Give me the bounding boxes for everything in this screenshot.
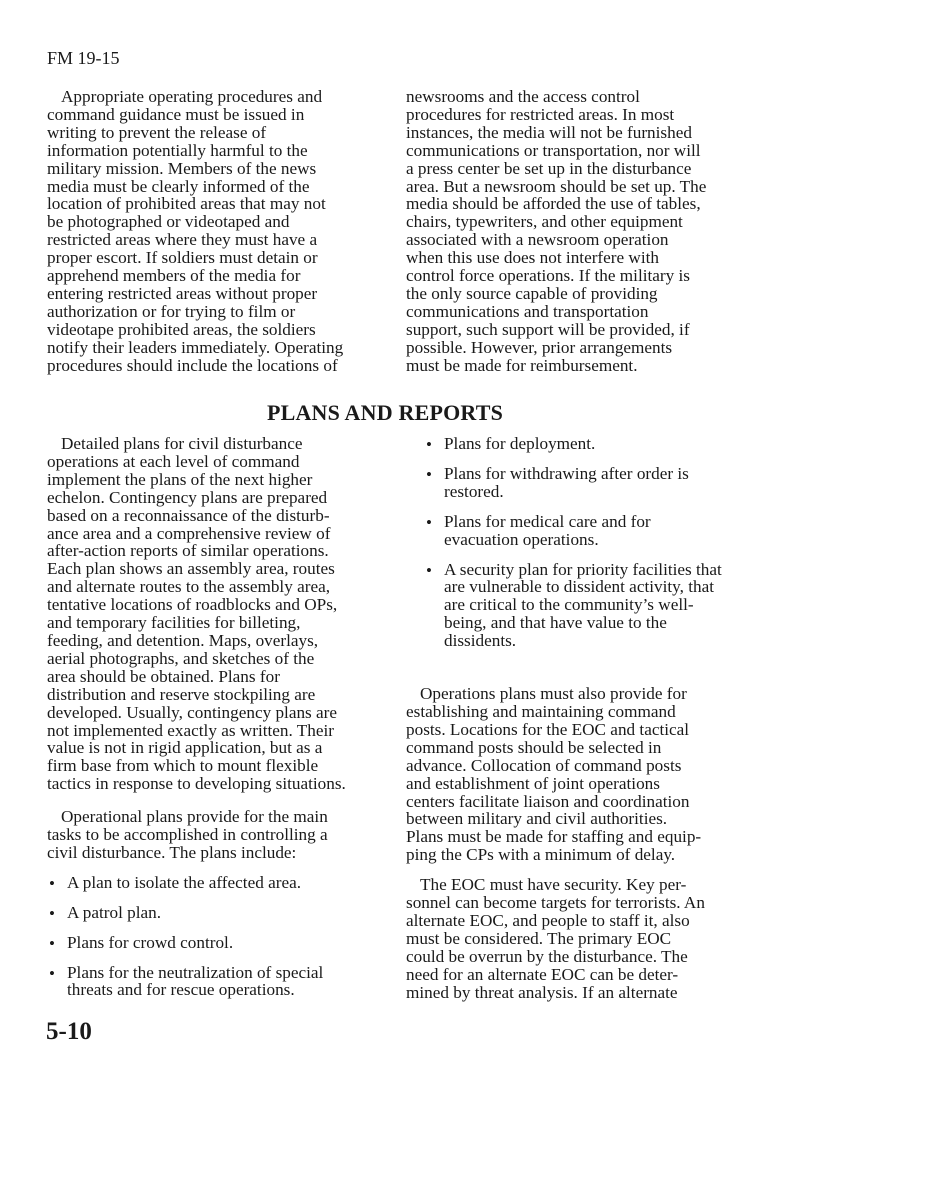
- text-line: a press center be set up in the disturbance: [406, 158, 692, 178]
- list-item: [424, 513, 722, 549]
- list-item: [424, 561, 722, 651]
- text-line: procedures should include the locations of: [47, 355, 338, 375]
- text-line: and alternate routes to the assembly area,: [47, 577, 330, 597]
- text-line: communications or transportation, nor will: [406, 140, 701, 160]
- text-line: • A patrol plan.: [67, 902, 162, 922]
- text-line: centers facilitate liaison and coordination: [406, 791, 690, 811]
- text-line: • Plans for deployment.: [444, 434, 596, 453]
- paragraph-eoc-security: [406, 876, 722, 1001]
- text-line: be photographed or videotaped and: [47, 212, 290, 232]
- text-line: the only source capable of providing: [406, 283, 658, 303]
- text-line: entering restricted areas without proper: [47, 283, 318, 303]
- text-line: chairs, typewriters, and other equipment: [406, 212, 683, 232]
- text-line: • A security plan for priority facilities that: [444, 559, 722, 579]
- text-line: ance area and a comprehensive review of: [47, 523, 331, 543]
- list-item: [47, 934, 346, 952]
- text-line: feeding, and detention. Maps, overlays,: [47, 630, 319, 650]
- plan-list: [47, 874, 346, 1000]
- text-line: associated with a newsroom operation: [406, 230, 669, 250]
- text-line: echelon. Contingency plans are prepared: [47, 487, 328, 507]
- paragraph-newsroom: [406, 88, 706, 375]
- text-line: and establishment of joint operations: [406, 773, 660, 793]
- paragraph-operational-plans: [47, 808, 346, 862]
- text-line: writing to prevent the release of: [47, 122, 267, 142]
- text-line: mined by threat analysis. If an alternate: [406, 982, 678, 1002]
- text-line: • Plans for the neutralization of special: [67, 962, 324, 982]
- section-heading: PLANS AND REPORTS: [266, 400, 504, 425]
- text-line: tentative locations of roadblocks and OPs,: [47, 595, 338, 615]
- text-line: alternate EOC, and people to staff it, also: [406, 910, 690, 930]
- text-line: • Plans for medical care and for: [444, 511, 651, 531]
- text-line: Operational plans provide for the main: [61, 807, 328, 827]
- text-line: being, and that have value to the: [444, 613, 667, 633]
- text-line: military mission. Members of the news: [47, 158, 317, 178]
- list-item: [47, 874, 346, 892]
- paragraph-media-procedures: [47, 88, 343, 375]
- text-line: evacuation operations.: [444, 529, 599, 549]
- text-line: procedures for restricted areas. In most: [406, 104, 675, 124]
- text-line: Detailed plans for civil disturbance: [61, 434, 303, 453]
- text-line: instances, the media will not be furnished: [406, 122, 692, 142]
- text-line: media should be afforded the use of tables,: [406, 194, 701, 214]
- text-line: establishing and maintaining command: [406, 701, 676, 721]
- text-line: need for an alternate EOC can be deter-: [406, 964, 679, 984]
- text-line: advance. Collocation of command posts: [406, 755, 682, 775]
- text-line: value is not in rigid application, but as a: [47, 738, 323, 758]
- text-line: videotape prohibited areas, the soldiers: [47, 319, 316, 339]
- upper-left-column: [47, 88, 343, 375]
- text-line: dissidents.: [444, 631, 517, 651]
- text-line: information potentially harmful to the: [47, 140, 308, 160]
- text-line: • Plans for withdrawing after order is: [444, 463, 689, 483]
- paragraph-command-posts: [406, 685, 722, 864]
- text-line: civil disturbance. The plans include:: [47, 842, 297, 862]
- text-line: after-action reports of similar operations.: [47, 541, 329, 561]
- text-line: restricted areas where they must have a: [47, 230, 318, 250]
- text-line: firm base from which to mount flexible: [47, 756, 319, 776]
- text-line: support, such support will be provided, if: [406, 319, 690, 339]
- text-line: could be overrun by the disturbance. The: [406, 946, 688, 966]
- text-line: authorization or for trying to film or: [47, 301, 296, 321]
- text-line: and temporary facilities for billeting,: [47, 613, 301, 633]
- text-line: threats and for rescue operations.: [67, 980, 295, 1000]
- text-line: • Plans for crowd control.: [67, 932, 234, 952]
- text-line: Appropriate operating procedures and: [61, 87, 323, 106]
- manual-id: FM 19-15: [47, 48, 120, 68]
- text-line: distribution and reserve stockpiling are: [47, 684, 316, 704]
- text-line: location of prohibited areas that may not: [47, 194, 326, 214]
- text-line: Each plan shows an assembly area, routes: [47, 559, 335, 579]
- paragraph-detailed-plans: [47, 435, 346, 793]
- text-line: Plans must be made for staffing and equip-: [406, 827, 702, 847]
- text-line: • A plan to isolate the affected area.: [67, 872, 301, 892]
- text-line: based on a reconnaissance of the disturb-: [47, 505, 330, 525]
- list-item: [424, 465, 722, 501]
- list-item: [47, 964, 346, 1000]
- text-line: posts. Locations for the EOC and tactical: [406, 719, 690, 739]
- text-line: tactics in response to developing situations.: [47, 774, 346, 794]
- text-line: proper escort. If soldiers must detain or: [47, 248, 318, 268]
- text-line: must be considered. The primary EOC: [406, 928, 672, 948]
- text-line: apprehend members of the media for: [47, 266, 301, 286]
- text-line: between military and civil authorities.: [406, 809, 668, 829]
- text-line: newsrooms and the access control: [406, 87, 640, 106]
- text-line: are critical to the community’s well-: [444, 595, 694, 615]
- text-line: are vulnerable to dissident activity, that: [444, 577, 714, 597]
- text-line: sonnel can become targets for terrorists. An: [406, 893, 705, 913]
- text-line: must be made for reimbursement.: [406, 355, 638, 375]
- text-line: communications and transportation: [406, 301, 649, 321]
- text-line: area. But a newsroom should be set up. The: [406, 176, 707, 196]
- text-line: not implemented exactly as written. Their: [47, 720, 335, 740]
- list-item: [47, 904, 346, 922]
- lower-right-column: [406, 435, 722, 1001]
- text-line: command posts should be selected in: [406, 737, 662, 757]
- text-line: operations at each level of command: [47, 451, 300, 471]
- text-line: Operations plans must also provide for: [420, 684, 687, 704]
- text-line: aerial photographs, and sketches of the: [47, 648, 315, 668]
- lower-left-column: [47, 435, 346, 999]
- list-item: [424, 435, 722, 453]
- text-line: control force operations. If the military is: [406, 266, 690, 286]
- text-line: command guidance must be issued in: [47, 104, 305, 124]
- text-line: implement the plans of the next higher: [47, 469, 313, 489]
- text-line: restored.: [444, 481, 504, 501]
- text-line: developed. Usually, contingency plans are: [47, 702, 338, 722]
- text-line: area should be obtained. Plans for: [47, 666, 280, 686]
- text-line: possible. However, prior arrangements: [406, 337, 673, 357]
- page-number: 5-10: [46, 1018, 92, 1045]
- text-line: notify their leaders immediately. Operating: [47, 337, 344, 357]
- text-line: media must be clearly informed of the: [47, 176, 310, 196]
- upper-right-column: [406, 88, 706, 375]
- plan-list-continued: [406, 435, 722, 650]
- text-line: The EOC must have security. Key per-: [420, 875, 687, 895]
- text-line: tasks to be accomplished in controlling a: [47, 825, 328, 845]
- text-line: ping the CPs with a minimum of delay.: [406, 845, 676, 865]
- text-line: when this use does not interfere with: [406, 248, 659, 268]
